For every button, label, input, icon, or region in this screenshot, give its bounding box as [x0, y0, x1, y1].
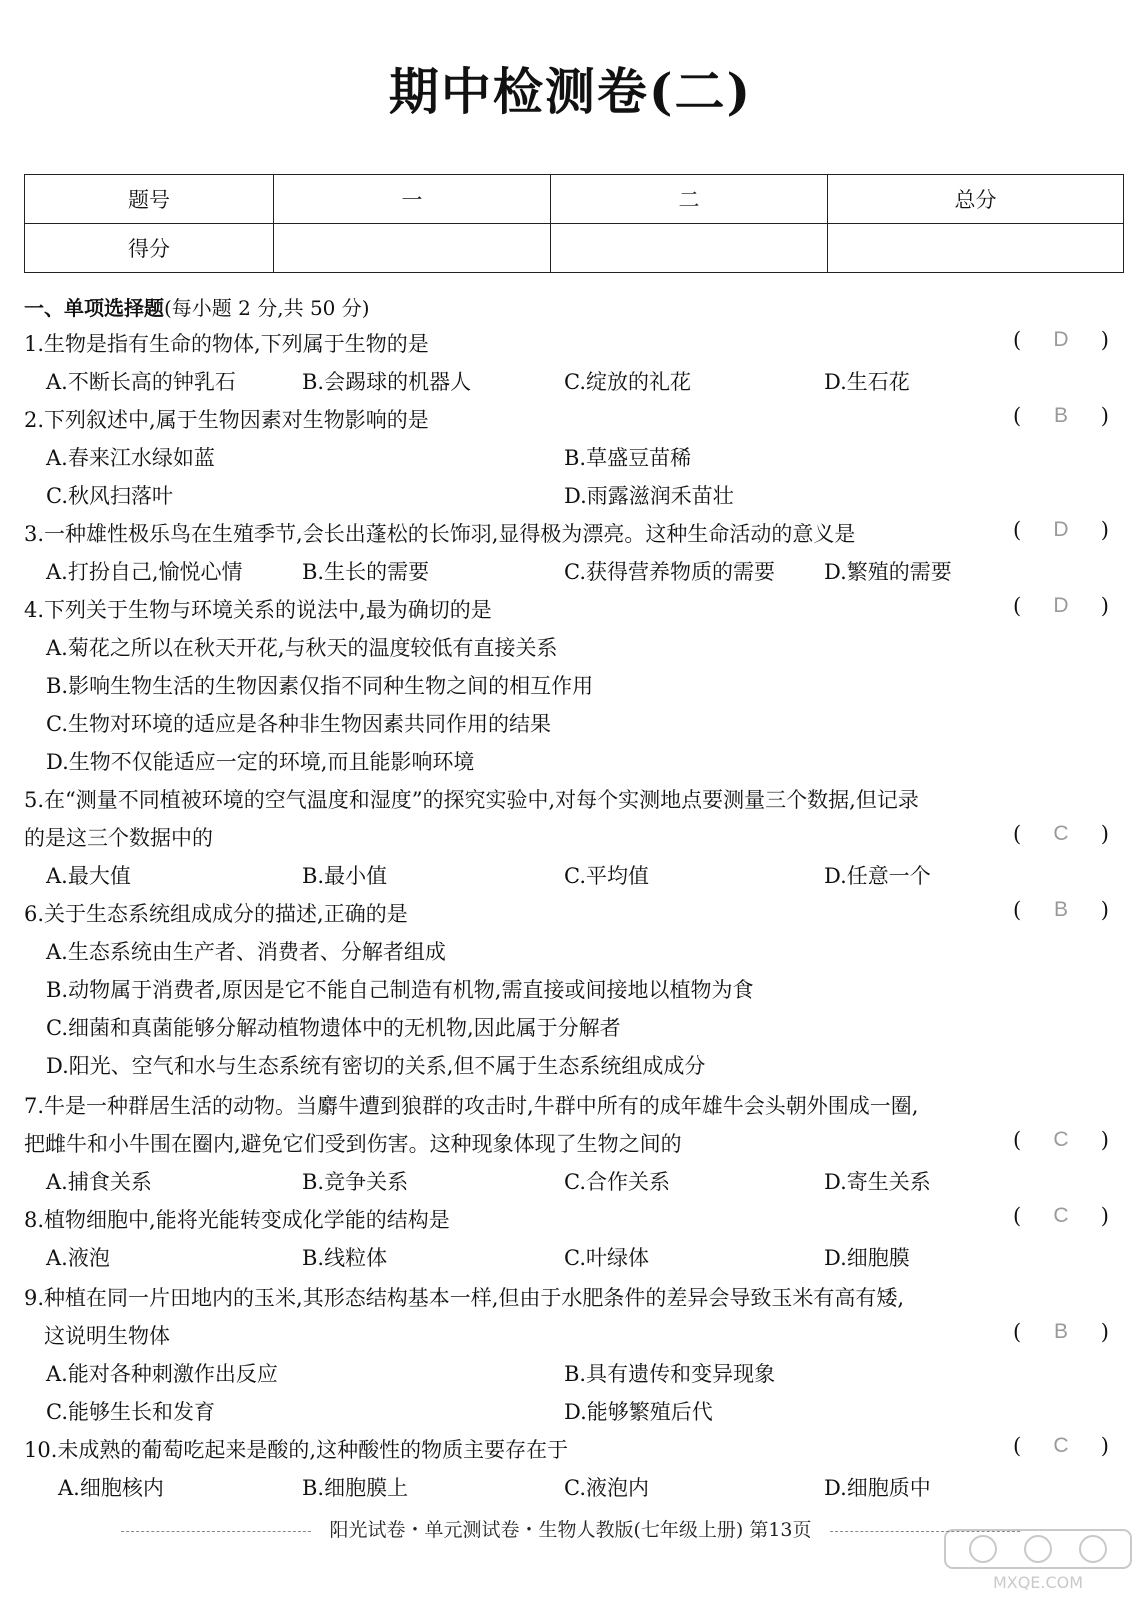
question-7-stem-line2: 把雌牛和小牛围在圈内,避免它们受到伤害。这种现象体现了生物之间的 — [24, 1132, 682, 1156]
option-6b: B.动物属于消费者,原因是它不能自己制造有机物,需直接或间接地以植物为食 — [46, 978, 754, 1002]
option-5d: D.任意一个 — [824, 864, 931, 888]
answer-box-7: ( C ) — [1013, 1128, 1109, 1152]
answer-mark-7: C — [1053, 1128, 1069, 1151]
option-1a: A.不断长高的钟乳石 — [46, 370, 236, 394]
answer-mark-5: C — [1053, 822, 1069, 845]
question-7-stem-line1: 7.牛是一种群居生活的动物。当麝牛遭到狼群的攻击时,牛群中所有的成年雄牛会头朝外围成一圈, — [24, 1094, 919, 1118]
option-8b: B.线粒体 — [302, 1246, 388, 1270]
option-9a: A.能对各种刺激作出反应 — [46, 1362, 278, 1386]
answer-mark-4: D — [1053, 594, 1069, 617]
option-3d: D.繁殖的需要 — [824, 560, 952, 584]
option-9d: D.能够繁殖后代 — [564, 1400, 713, 1424]
option-9b: B.具有遗传和变异现象 — [564, 1362, 776, 1386]
option-7a: A.捕食关系 — [46, 1170, 152, 1194]
option-3a: A.打扮自己,愉悦心情 — [46, 560, 243, 584]
watermark-logo-icon — [943, 1528, 1133, 1592]
score-table-header-row — [25, 175, 1124, 224]
option-6d: D.阳光、空气和水与生态系统有密切的关系,但不属于生态系统组成成分 — [46, 1054, 706, 1078]
option-7c: C.合作关系 — [564, 1170, 670, 1194]
page-title: 期中检测卷(二) — [388, 62, 753, 121]
footer-dash-left — [121, 1531, 311, 1532]
answer-box-8: ( C ) — [1013, 1204, 1109, 1228]
footer-text: 阳光试卷・单元测试卷・生物人教版(七年级上册) 第13页 — [329, 1519, 812, 1541]
header-cell-part-two: 二 — [551, 175, 828, 224]
option-9c: C.能够生长和发育 — [46, 1400, 215, 1424]
option-5c: C.平均值 — [564, 864, 649, 888]
option-10a: A.细胞核内 — [58, 1476, 164, 1500]
option-5b: B.最小值 — [302, 864, 388, 888]
answer-mark-2: B — [1053, 404, 1068, 427]
answer-mark-9: B — [1053, 1320, 1068, 1343]
option-10b: B.细胞膜上 — [302, 1476, 409, 1500]
question-6-stem: 6.关于生态系统组成成分的描述,正确的是 — [24, 902, 408, 926]
row-cell-score-label: 得分 — [25, 224, 274, 273]
answer-box-10: ( C ) — [1013, 1434, 1109, 1458]
section-title: 一、单项选择题 — [24, 296, 164, 320]
answer-mark-3: D — [1053, 518, 1069, 541]
answer-mark-6: B — [1053, 898, 1068, 921]
option-7d: D.寄生关系 — [824, 1170, 931, 1194]
option-6c: C.细菌和真菌能够分解动植物遗体中的无机物,因此属于分解者 — [46, 1016, 621, 1040]
question-1-stem: 1.生物是指有生命的物体,下列属于生物的是 — [24, 332, 429, 356]
option-4d: D.生物不仅能适应一定的环境,而且能影响环境 — [46, 750, 475, 774]
header-cell-question-number: 题号 — [25, 175, 274, 224]
option-1c: C.绽放的礼花 — [564, 370, 691, 394]
option-4a: A.菊花之所以在秋天开花,与秋天的温度较低有直接关系 — [46, 636, 558, 660]
option-8d: D.细胞膜 — [824, 1246, 910, 1270]
answer-mark-10: C — [1053, 1434, 1069, 1457]
answer-box-2: ( B ) — [1013, 404, 1109, 428]
option-5a: A.最大值 — [46, 864, 131, 888]
answer-box-6: ( B ) — [1013, 898, 1109, 922]
option-3c: C.获得营养物质的需要 — [564, 560, 775, 584]
question-3-stem: 3.一种雄性极乐鸟在生殖季节,会长出蓬松的长饰羽,显得极为漂亮。这种生命活动的意义是 — [24, 522, 856, 546]
answer-box-5: ( C ) — [1013, 822, 1109, 846]
option-8c: C.叶绿体 — [564, 1246, 649, 1270]
header-cell-total: 总分 — [828, 175, 1124, 224]
score-table — [24, 174, 1124, 273]
option-4c: C.生物对环境的适应是各种非生物因素共同作用的结果 — [46, 712, 551, 736]
score-cell-part-one[interactable] — [274, 224, 551, 273]
option-4b: B.影响生物生活的生物因素仅指不同种生物之间的相互作用 — [46, 674, 594, 698]
answer-box-3: ( D ) — [1013, 518, 1109, 542]
option-1d: D.生石花 — [824, 370, 910, 394]
option-10c: C.液泡内 — [564, 1476, 649, 1500]
section-heading — [24, 292, 370, 321]
option-6a: A.生态系统由生产者、消费者、分解者组成 — [46, 940, 446, 964]
header-cell-part-one: 一 — [274, 175, 551, 224]
option-2c: C.秋风扫落叶 — [46, 484, 173, 508]
answer-box-4: ( D ) — [1013, 594, 1109, 618]
question-10-stem: 10.未成熟的葡萄吃起来是酸的,这种酸性的物质主要存在于 — [24, 1438, 569, 1462]
option-2d: D.雨露滋润禾苗壮 — [564, 484, 734, 508]
question-5-stem-line2: 的是这三个数据中的 — [24, 826, 213, 850]
score-cell-total[interactable] — [828, 224, 1124, 273]
question-2-stem: 2.下列叙述中,属于生物因素对生物影响的是 — [24, 408, 429, 432]
option-3b: B.生长的需要 — [302, 560, 430, 584]
score-table-score-row — [25, 224, 1124, 273]
answer-box-9: ( B ) — [1013, 1320, 1109, 1344]
option-2a: A.春来江水绿如蓝 — [46, 446, 215, 470]
answer-mark-1: D — [1053, 328, 1069, 351]
answer-mark-8: C — [1053, 1204, 1069, 1227]
question-8-stem: 8.植物细胞中,能将光能转变成化学能的结构是 — [24, 1208, 450, 1232]
option-1b: B.会踢球的机器人 — [302, 370, 472, 394]
question-9-stem-line1: 9.种植在同一片田地内的玉米,其形态结构基本一样,但由于水肥条件的差异会导致玉米有高有矮, — [24, 1286, 905, 1310]
watermark-text: MXQE.COM — [992, 1573, 1084, 1592]
question-4-stem: 4.下列关于生物与环境关系的说法中,最为确切的是 — [24, 598, 492, 622]
question-5-stem-line1: 5.在“测量不同植被环境的空气温度和湿度”的探究实验中,对每个实测地点要测量三个数据,但记录 — [24, 788, 919, 812]
option-7b: B.竞争关系 — [302, 1170, 409, 1194]
option-2b: B.草盛豆苗稀 — [564, 446, 692, 470]
option-10d: D.细胞质中 — [824, 1476, 931, 1500]
question-9-stem-line2: 这说明生物体 — [44, 1324, 170, 1348]
section-note: (每小题 2 分,共 50 分) — [164, 296, 370, 320]
score-cell-part-two[interactable] — [551, 224, 828, 273]
option-8a: A.液泡 — [46, 1246, 110, 1270]
answer-box-1: ( D ) — [1013, 328, 1109, 352]
